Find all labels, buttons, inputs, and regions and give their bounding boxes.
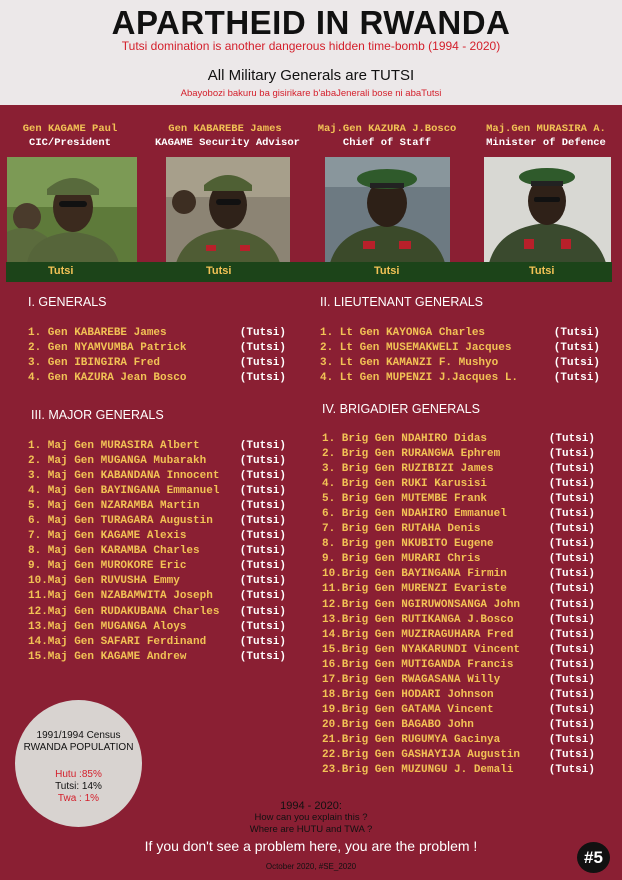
ethnicity-label: (Tutsi) [239,515,286,528]
ethnicity-label: (Tutsi) [548,613,595,626]
portrait-tribe-4: Tutsi [529,265,555,277]
general-name: 13.Brig Gen RUTIKANGA J.Bosco [322,613,514,626]
ethnicity-label: (Tutsi) [239,342,286,355]
ethnicity-label: (Tutsi) [239,575,286,588]
general-name: 7. Brig Gen RUTAHA Denis [322,523,481,536]
portrait-card-4 [476,122,616,150]
general-name: 9. Maj Gen MUROKORE Eric [28,560,187,573]
page-subtitle: Tutsi domination is another dangerous hidden time-bomb (1994 - 2020) [121,39,501,53]
list-item [322,733,595,748]
general-name: 10.Maj Gen RUVUSHA Emmy [28,575,180,588]
page-number-badge: #5 [577,842,610,873]
list-item [322,628,595,643]
list-item [28,326,286,341]
list-item [320,341,600,356]
list-item [28,605,286,620]
list-item [320,356,600,371]
list-item [322,447,595,462]
section-heading-major-generals: III. MAJOR GENERALS [31,408,164,422]
list-item [28,650,286,665]
general-name: 1. Maj Gen MURASIRA Albert [28,440,200,452]
general-name: 23.Brig Gen MUZUNGU J. Demali [322,764,514,777]
ethnicity-label: (Tutsi) [548,508,595,521]
general-name: 2. Brig Gen RURANGWA Ephrem [322,448,501,461]
list-item [322,477,595,492]
tribe-bar [6,262,612,282]
portrait-role: KAGAME Security Advisor [155,137,300,149]
ethnicity-label: (Tutsi) [548,748,595,761]
general-name: 11.Brig Gen MURENZI Evariste [322,583,507,596]
general-name: 14.Maj Gen SAFARI Ferdinand [28,635,207,648]
general-name: 12.Brig Gen NGIRUWONSANGA John [322,598,521,611]
list-item [322,507,595,522]
lieutenant-generals-list [320,326,600,386]
portrait-photo-1 [7,157,137,263]
census-subtitle: RWANDA POPULATION [23,742,134,753]
portrait-name: Maj.Gen MURASIRA A. [486,123,606,135]
census-title: 1991/1994 Census [36,730,121,741]
list-item [28,484,286,499]
portrait-card-2 [155,122,300,150]
general-name: 3. Lt Gen KAMANZI F. Mushyo [320,357,499,370]
generals-list [28,326,286,386]
list-item [320,371,600,386]
general-name: 5. Brig Gen MUTEMBE Frank [322,493,488,506]
ethnicity-label: (Tutsi) [548,658,595,671]
portrait-photo-4 [484,157,611,263]
portrait-tribe-2: Tutsi [206,265,232,277]
ethnicity-label: (Tutsi) [553,372,600,385]
list-item [322,643,595,658]
ethnicity-label: (Tutsi) [239,590,286,603]
ethnicity-label: (Tutsi) [548,493,595,506]
list-item [322,492,595,507]
list-item [28,356,286,371]
general-name: 16.Brig Gen MUTIGANDA Francis [322,658,514,671]
list-item [28,620,286,635]
general-name: 8. Brig gen NKUBITO Eugene [322,538,494,551]
list-item [28,514,286,529]
list-item [320,326,600,341]
general-name: 5. Maj Gen NZARAMBA Martin [28,500,200,513]
list-item [28,454,286,469]
list-item [28,371,286,386]
ethnicity-label: (Tutsi) [548,643,595,656]
general-name: 2. Lt Gen MUSEMAKWELI Jacques [320,342,512,355]
general-name: 3. Maj Gen KABANDANA Innocent [28,470,220,483]
list-item [322,673,595,688]
portrait-name: Gen KAGAME Paul [22,123,118,135]
general-name: 6. Maj Gen TURAGARA Augustin [28,515,213,528]
portrait-photo-2 [166,157,290,263]
ethnicity-label: (Tutsi) [239,455,286,468]
general-name: 12.Maj Gen RUDAKUBANA Charles [28,605,220,618]
ethnicity-label: (Tutsi) [239,620,286,633]
general-name: 1. Lt Gen KAYONGA Charles [320,327,486,339]
general-name: 4. Lt Gen MUPENZI J.Jacques L. [320,372,519,385]
general-name: 22.Brig Gen GASHAYIJA Augustin [322,748,521,761]
general-name: 19.Brig Gen GATAMA Vincent [322,703,494,716]
general-name: 4. Brig Gen RUKI Karusisi [322,478,488,491]
ethnicity-label: (Tutsi) [239,500,286,513]
kinyarwanda-heading: Abayobozi bakuru ba gisirikare b'abaJenerali bose ni abaTutsi [180,88,442,99]
list-item [322,537,595,552]
ethnicity-label: (Tutsi) [548,553,595,566]
general-name: 15.Maj Gen KAGAME Andrew [28,650,187,663]
ethnicity-label: (Tutsi) [239,470,286,483]
portrait-role: Chief of Staff [342,137,432,149]
list-item [322,763,595,778]
portrait-card-1 [0,122,140,150]
ethnicity-label: (Tutsi) [239,635,286,648]
ethnicity-label: (Tutsi) [548,733,595,746]
ethnicity-label: (Tutsi) [548,628,595,641]
census-tutsi: Tutsi: 14% [55,781,102,792]
ethnicity-label: (Tutsi) [548,568,595,581]
general-name: 4. Maj Gen BAYINGANA Emmanuel [28,485,220,498]
list-item [322,462,595,477]
list-item [28,469,286,484]
list-item [322,552,595,567]
general-name: 1. Brig Gen NDAHIRO Didas [322,433,488,445]
general-name: 8. Maj Gen KARAMBA Charles [28,545,200,558]
general-name: 3. Brig Gen RUZIBIZI James [322,463,494,476]
general-name: 2. Gen NYAMVUMBA Patrick [28,342,187,355]
ethnicity-label: (Tutsi) [548,764,595,777]
portrait-tribe-3: Tutsi [374,265,400,277]
ethnicity-label: (Tutsi) [239,605,286,618]
footer-statement: If you don't see a problem here, you are the problem ! [144,838,478,854]
general-name: 4. Gen KAZURA Jean Bosco [28,372,187,385]
footer-question-1: How can you explain this ? [254,812,368,823]
list-item [322,718,595,733]
census-twa: Twa : 1% [57,793,100,804]
header-banner [0,0,622,105]
list-item [28,529,286,544]
general-name: 7. Maj Gen KAGAME Alexis [28,530,187,543]
portrait-name: Gen KABAREBE James [168,123,282,135]
general-name: 3. Gen IBINGIRA Fred [28,357,161,370]
portrait-name: Maj.Gen KAZURA J.Bosco [317,123,457,135]
footer-question-2: Where are HUTU and TWA ? [249,824,373,835]
general-name: 18.Brig Gen HODARI Johnson [322,688,494,701]
census-hutu: Hutu :85% [55,769,102,780]
brigadier-generals-list [322,432,595,778]
general-name: 13.Maj Gen MUGANGA Aloys [28,620,187,633]
list-item [322,748,595,763]
major-generals-list [28,439,286,665]
page-title: APARTHEID IN RWANDA [111,4,511,41]
ethnicity-label: (Tutsi) [553,357,600,370]
list-item [322,522,595,537]
ethnicity-label: (Tutsi) [239,485,286,498]
general-name: 2. Maj Gen MUGANGA Mubarakh [28,455,207,468]
list-item [28,499,286,514]
ethnicity-label: (Tutsi) [239,530,286,543]
footer-credit: October 2020, #SE_2020 [265,862,357,871]
portrait-photo-3 [325,157,450,263]
general-name: 6. Brig Gen NDAHIRO Emmanuel [322,508,507,521]
ethnicity-label: (Tutsi) [548,598,595,611]
section-heading-lieutenant-generals: II. LIEUTENANT GENERALS [320,295,484,309]
list-item [28,341,286,356]
ethnicity-label: (Tutsi) [239,357,286,370]
ethnicity-label: (Tutsi) [239,327,286,339]
list-item [322,613,595,628]
footer-years: 1994 - 2020: [280,800,342,812]
section-heading-brigadier-generals: IV. BRIGADIER GENERALS [322,402,480,416]
ethnicity-label: (Tutsi) [239,560,286,573]
general-name: 20.Brig Gen BAGABO John [322,718,474,731]
portrait-tribe-1: Tutsi [48,265,74,277]
list-item [322,598,595,613]
general-name: 14.Brig Gen MUZIRAGUHARA Fred [322,628,514,641]
ethnicity-label: (Tutsi) [239,650,286,663]
general-name: 9. Brig Gen MURARI Chris [322,553,481,566]
ethnicity-label: (Tutsi) [548,703,595,716]
ethnicity-label: (Tutsi) [239,545,286,558]
ethnicity-label: (Tutsi) [548,478,595,491]
list-item [28,635,286,650]
ethnicity-label: (Tutsi) [239,440,286,452]
ethnicity-label: (Tutsi) [239,372,286,385]
portrait-role: CIC/President [29,137,111,149]
list-item [322,582,595,597]
general-name: 1. Gen KABAREBE James [28,327,167,339]
main-heading: All Military Generals are TUTSI [207,67,415,84]
ethnicity-label: (Tutsi) [548,673,595,686]
list-item [322,658,595,673]
list-item [28,439,286,454]
general-name: 15.Brig Gen NYAKARUNDI Vincent [322,643,521,656]
general-name: 21.Brig Gen RUGUMYA Gacinya [322,733,501,746]
ethnicity-label: (Tutsi) [548,433,595,445]
list-item [322,567,595,582]
list-item [28,559,286,574]
list-item [28,574,286,589]
ethnicity-label: (Tutsi) [548,523,595,536]
ethnicity-label: (Tutsi) [548,583,595,596]
ethnicity-label: (Tutsi) [548,448,595,461]
list-item [322,688,595,703]
ethnicity-label: (Tutsi) [548,688,595,701]
list-item [322,703,595,718]
list-item [28,589,286,604]
ethnicity-label: (Tutsi) [553,342,600,355]
section-heading-generals: I. GENERALS [28,295,107,309]
general-name: 11.Maj Gen NZABAMWITA Joseph [28,590,213,603]
ethnicity-label: (Tutsi) [548,538,595,551]
list-item [322,432,595,447]
list-item [28,544,286,559]
portrait-card-3 [317,122,457,150]
ethnicity-label: (Tutsi) [553,327,600,339]
ethnicity-label: (Tutsi) [548,718,595,731]
general-name: 17.Brig Gen RWAGASANA Willy [322,673,501,686]
ethnicity-label: (Tutsi) [548,463,595,476]
portrait-role: Minister of Defence [486,137,606,149]
general-name: 10.Brig Gen BAYINGANA Firmin [322,568,507,581]
